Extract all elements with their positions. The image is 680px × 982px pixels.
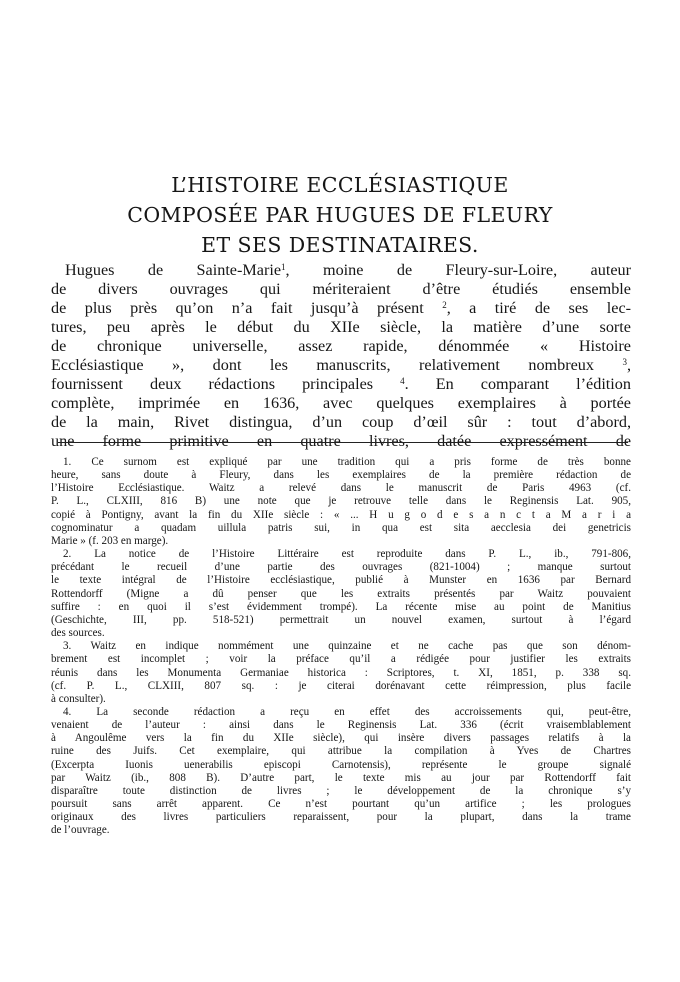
body-line: une forme primitive en quatre livres, datée expressément de — [51, 432, 631, 450]
footnote-ref: 2 — [442, 300, 447, 310]
title-line-3: ET SES DESTINATAIRES. — [201, 233, 479, 257]
footnote-line: (cf. P. L., CLXIII, 807 sq. : je citerai dorénavant cette réimpression, plus facile — [51, 679, 631, 692]
title-line-2: COMPOSÉE PAR HUGUES DE FLEURY — [127, 203, 553, 227]
footnote-divider — [58, 442, 628, 443]
footnote-ref: 4 — [400, 376, 405, 386]
body-line: de divers ouvrages qui mériteraient d’être étudiés ensemble — [51, 280, 631, 298]
title-line-1: L’HISTOIRE ECCLÉSIASTIQUE — [171, 173, 509, 197]
body-line — [51, 299, 631, 318]
footnote-line: 3. Waitz en indique nommément une quinzaine et ne cache pas que son dénom- — [63, 640, 631, 653]
footnote-line: par Waitz (ib., 808 B). D’autre part, le texte mis au jour par Rottendorff fait — [51, 771, 631, 784]
footnotes — [51, 456, 631, 838]
footnote-line: (Excerpta Iuonis uenerabilis episcopi Carnotensis), représente le groupe signalé — [51, 758, 631, 771]
footnote-line: réunis dans les Monumenta Germaniae historica : Scriptores, t. XI, 1851, p. 338 sq. — [51, 666, 631, 679]
footnote-line: 4. La seconde rédaction a reçu en effet des accroissements qui, peut-être, — [63, 705, 631, 718]
footnote-line: copié à Pontigny, avant la fin du XIIe siècle : « ... H u g o d e s a n c t a M a r i a — [51, 508, 631, 521]
footnote-line: disparaître toute distinction de livres ; le développement de la chronique s’y — [51, 784, 631, 797]
footnote-line: à Angoulême vers la fin du XIIe siècle), qui insère divers passages relatifs à la — [51, 732, 631, 745]
article-title — [60, 170, 620, 260]
footnote-ref: 1 — [281, 262, 286, 272]
footnote-line: originaux des livres particuliers reparaissent, pour la plupart, dans la trame — [51, 811, 631, 824]
footnote-4 — [51, 706, 631, 838]
footnote-line: cognominatur a quadam uillula patris sui, in qua est sita aecclesia dei genetricis — [51, 521, 631, 534]
footnote-line: des sources. — [51, 627, 105, 640]
footnote-line: ruine des Juifs. Cet exemplaire, qui attribue la compilation à Yves de Chartres — [51, 745, 631, 758]
text-run: , moine de Fleury-sur-Loire, auteur — [285, 261, 631, 279]
body-line: de chronique universelle, assez rapide, dénommée « Histoire — [51, 337, 631, 355]
footnote-line: Rottendorff (Migne a dû penser que les extraits présentés par Waitz pouvaient — [51, 587, 631, 600]
footnote-line: 2. La notice de l’Histoire Littéraire est reproduite dans P. L., ib., 791-806, — [63, 548, 631, 561]
text-run: , — [626, 356, 632, 374]
text-run: , a tiré de ses lec- — [446, 299, 632, 317]
footnote-line: précédant le recueil d’une partie des ouvrages (821-1004) ; manque surtout — [51, 561, 631, 574]
footnote-line: P. L., CLXIII, 816 B) une note que je retrouve telle dans le Reginensis Lat. 905, — [51, 495, 631, 508]
footnote-line: heure, sans doute à Fleury, dans les exemplaires de la première rédaction de — [51, 469, 631, 482]
text-run: Hugues de Sainte-Marie — [65, 261, 282, 279]
footnote-line: (Geschichte, III, pp. 518-521) permettrait un nouvel examen, surtout à l’égard — [51, 613, 631, 626]
text-run: de plus près qu’on n’a fait jusqu’à présent — [51, 299, 424, 317]
footnote-line: 1. Ce surnom est expliqué par une tradition qui a pris forme de très bonne — [63, 456, 631, 468]
body-line: de la main, Rivet distingua, d’un coup d’œil sûr : tout d’abord, — [51, 413, 631, 431]
body-line — [51, 375, 631, 394]
body-paragraph — [51, 261, 631, 451]
footnote-line: venaient de l’auteur : ainsi dans le Reginensis Lat. 336 (écrit vraisemblablement — [51, 719, 631, 732]
footnote-line: le texte intégral de l’Histoire ecclésiastique, publié à Munster en 1636 par Bernard — [51, 574, 631, 587]
footnote-line: poursuit sans arrêt apparent. Ce n’est pourtant qu’un artifice ; les prologues — [51, 798, 631, 811]
text-run: Ecclésiastique », dont les manuscrits, relativement nombreux — [51, 356, 594, 374]
text-run: fournissent deux rédactions principales — [51, 375, 374, 393]
footnote-2 — [51, 548, 631, 640]
footnote-ref: 3 — [622, 357, 627, 367]
footnote-line: à consulter). — [51, 692, 106, 705]
body-line — [51, 356, 631, 375]
footnote-3 — [51, 640, 631, 706]
text-run: . En comparant l’édition — [404, 375, 631, 393]
footnote-line: l’Histoire Ecclésiastique. Waitz a relevé dans le manuscrit de Paris 4963 (cf. — [51, 482, 631, 495]
footnote-line: Marie » (f. 203 en marge). — [51, 534, 169, 547]
body-line: complète, imprimée en 1636, avec quelques exemplaires à portée — [51, 394, 631, 412]
footnote-1 — [51, 456, 631, 548]
footnote-line: de l’ouvrage. — [51, 824, 110, 837]
body-line: tures, peu après le début du XIIe siècle, la matière d’une sorte — [51, 318, 631, 336]
body-line — [51, 261, 631, 280]
footnote-line: suffire : en quoi il s’est évidemment trompé). La récente mise au point de Manitius — [51, 600, 631, 613]
footnote-line: brement est incomplet ; voir la préface qu’il a rédigée pour justifier les extraits — [51, 653, 631, 666]
